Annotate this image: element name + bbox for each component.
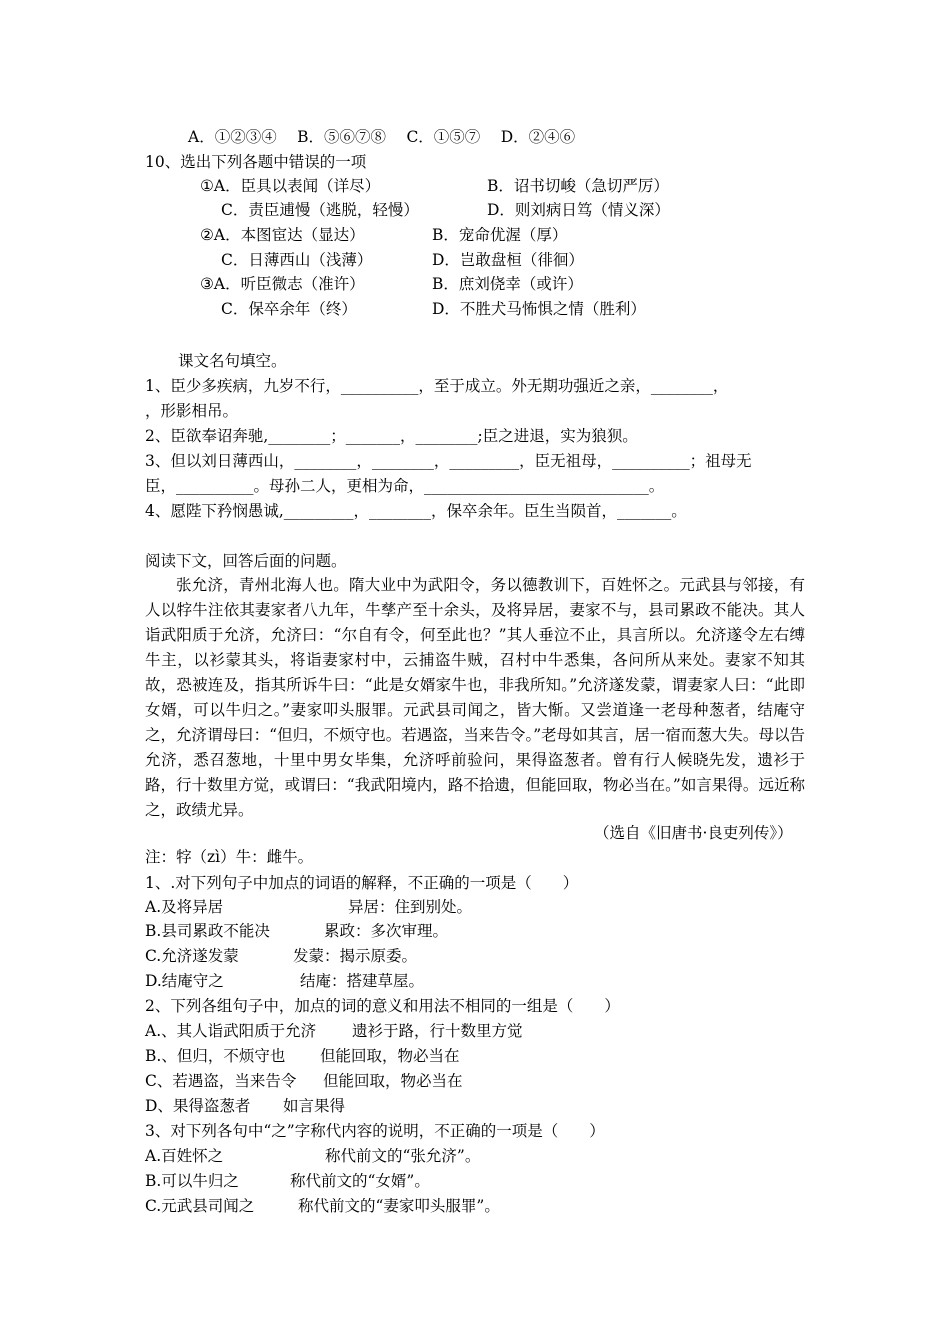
q3-option-c: C.元武县司闻之	[145, 1197, 255, 1215]
question-3: 3、对下列各句中“之”字称代内容的说明，不正确的一项是（ ）	[145, 1122, 605, 1140]
fill-line-1: 1、臣少多疾病，九岁不行，__________，至于成立。外无期功强近之亲，________，	[145, 377, 729, 395]
q9-options: A．①②③④ B．⑤⑥⑦⑧ C．①⑤⑦ D．②④⑥	[188, 128, 576, 146]
q10-g2-option-a: ②A．本图宦达（显达）	[200, 226, 365, 244]
q3-option-b: B.可以牛归之	[145, 1172, 239, 1190]
fill-line-3: 3、但以刘日薄西山，________，________，_________，臣无祖母，__________；祖母无	[145, 452, 752, 470]
q10-g3-option-d: D．不胜犬马怖惧之情（胜利）	[432, 300, 646, 318]
fill-line-1-cont: ，形影相吊。	[145, 402, 239, 420]
q1-option-c-explanation: 发蒙：揭示原委。	[293, 947, 418, 965]
fill-line-2: 2、臣欲奉诏奔驰,________；_______，________;臣之进退，实为狼狈。	[145, 427, 638, 445]
q10-g2-option-d: D．岂敢盘桓（徘徊）	[432, 251, 584, 269]
q2-option-d-second: 如言果得	[283, 1097, 346, 1115]
passage-source: （选自《旧唐书·良吏列传》）	[594, 824, 793, 842]
fill-line-4: 4、愿陛下矜悯愚诚,_________，________，保卒余年。臣生当陨首，_______。	[145, 502, 687, 520]
passage-note: 注：牸（zì）牛：雌牛。	[145, 848, 314, 866]
question-2: 2、下列各组句子中，加点的词的意义和用法不相同的一组是（ ）	[145, 997, 620, 1015]
q1-option-c: C.允济遂发蒙	[145, 947, 239, 965]
fill-title: 课文名句填空。	[178, 352, 287, 370]
fill-line-3-cont: 臣，__________。母孙二人，更相为命，_____________________________。	[145, 477, 665, 495]
q2-option-c-second: 但能回取，物必当在	[323, 1072, 463, 1090]
q1-option-d-explanation: 结庵：搭建草屋。	[300, 972, 425, 990]
q10-g3-option-c: C．保卒余年（终）	[221, 300, 357, 318]
q10-g1-option-a: ①A．臣具以表闻（详尽）	[200, 177, 381, 195]
q1-option-b: B.县司累政不能决	[145, 922, 270, 940]
q1-option-a-explanation: 异居：住到别处。	[348, 898, 473, 916]
q10-g3-option-a: ③A．听臣微志（准许）	[200, 275, 365, 293]
q2-option-c-first: C、若遇盗，当来告令	[145, 1072, 297, 1090]
q2-option-b-first: B.、但归，不烦守也	[145, 1047, 286, 1065]
q1-option-a: A.及将异居	[145, 898, 224, 916]
q1-option-b-explanation: 累政：多次审理。	[324, 922, 449, 940]
q1-option-d: D.结庵守之	[145, 972, 224, 990]
q10-g2-option-c: C．日薄西山（浅薄）	[221, 251, 373, 269]
q10-g2-option-b: B．宠命优渥（厚）	[432, 226, 568, 244]
q2-option-a-second: 遗衫于路，行十数里方觉	[352, 1022, 523, 1040]
q10-g1-option-b: B．诏书切峻（急切严厉）	[487, 177, 669, 195]
q2-option-b-second: 但能回取，物必当在	[320, 1047, 460, 1065]
q3-option-a: A.百姓怀之	[145, 1147, 224, 1165]
q3-option-a-explanation: 称代前文的“张允济”。	[325, 1147, 481, 1165]
q2-option-a-first: A.、其人诣武阳质于允济	[145, 1022, 317, 1040]
question-1: 1、.对下列句子中加点的词语的解释，不正确的一项是（ ）	[145, 874, 579, 892]
q3-option-c-explanation: 称代前文的“妻家叩头服罪”。	[298, 1197, 500, 1215]
q10-g3-option-b: B．庶刘侥幸（或许）	[432, 275, 583, 293]
q10-g1-option-c: C．责臣逋慢（逃脱，轻慢）	[221, 201, 419, 219]
reading-intro: 阅读下文，回答后面的问题。	[145, 552, 347, 570]
reading-passage: 张允济，青州北海人也。隋大业中为武阳令，务以德教训下，百姓怀之。元武县与邻接，有人以牸牛注依其妻家者八九年，牛孳产至十余头，及将异居，妻家不与，县司累政不能决。其人诣武阳质于允济，允济曰：“尔自有令，何至此也？”其人垂泣不止，具言所以。允济遂令左右缚牛主，以衫蒙其头，将诣妻家村中，云捕盗牛贼，召村中牛悉集，各问所从来处。妻家不知其故，恐被连及，指其所诉牛曰：“此是女婿家牛也，非我所知。”允济遂发蒙，谓妻家人曰：“此即女婿，可以牛归之。”妻家叩头服罪。元武县司闻之，皆大惭。又尝道逢一老母种葱者，结庵守之，允济谓母曰：“但归，不烦守也。若遇盗，当来告令。”老母如其言，居一宿而葱大失。母以告允济，悉召葱地，十里中男女毕集，允济呼前验问，果得盗葱者。曾有行人候晓先发，遗衫于路，行十数里方觉，或谓曰：“我武阳境内，路不拾遗，但能回取，物必当在。”如言果得。远近称之，政绩尤异。	[145, 576, 805, 819]
q3-option-b-explanation: 称代前文的“女婿”。	[290, 1172, 430, 1190]
q10-g1-option-d: D．则刘病日笃（情义深）	[487, 201, 670, 219]
q10-title: 10、选出下列各题中错误的一项	[145, 153, 367, 171]
q2-option-d-first: D、果得盗葱者	[145, 1097, 251, 1115]
